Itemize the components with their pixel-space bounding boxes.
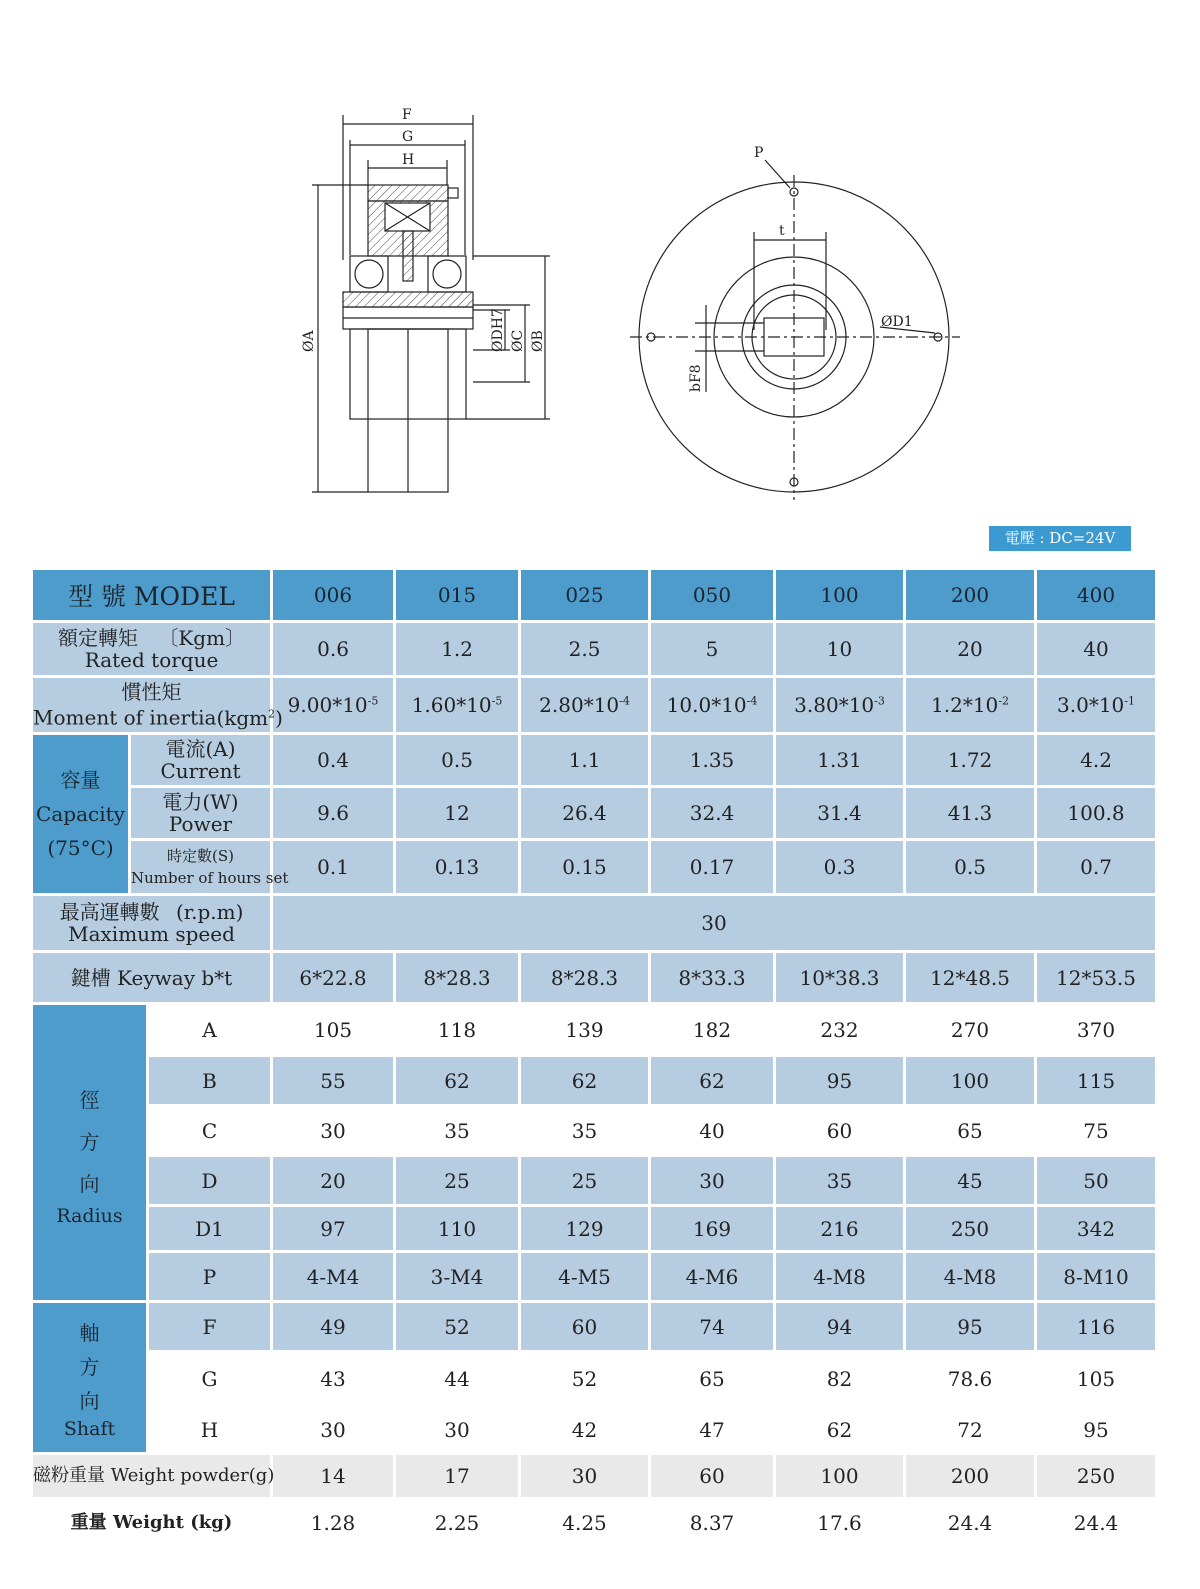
value-cell: 52 [395,1302,520,1352]
weight-label: 重量 Weight (kg) [32,1499,272,1547]
value-cell: 4-M5 [520,1252,650,1302]
value-cell: 62 [520,1056,650,1106]
value-cell: 4.25 [520,1499,650,1547]
value-cell: 65 [650,1352,775,1406]
shaft-row-h [32,1406,1157,1454]
value-cell: 55 [272,1056,395,1106]
powder-weight-row [32,1454,1157,1499]
value-cell: 60 [650,1454,775,1499]
dim-label-b: ØB [530,330,546,352]
power-label: 電力(W) Power [130,787,272,840]
value-cell: 1.2 [395,622,520,677]
value-cell: 110 [395,1206,520,1252]
value-cell: 0.15 [520,840,650,895]
value-cell: 100.8 [1036,787,1157,840]
value-cell: 50 [1036,1156,1157,1206]
value-cell: 169 [650,1206,775,1252]
value-cell: 4-M4 [272,1252,395,1302]
radius-group-label: 徑 方 向 Radius [32,1004,148,1302]
value-cell: 8*28.3 [395,952,520,1004]
row-letter: P [148,1252,272,1302]
max-speed-label [32,895,272,952]
value-cell: 20 [905,622,1036,677]
max-speed-row [32,895,1157,952]
value-cell: 60 [775,1106,905,1156]
value-cell: $1.2*10^{-2}$ [905,677,1036,734]
model-header: 型 號 MODEL [32,569,272,622]
value-cell: 0.13 [395,840,520,895]
max-speed-en: Maximum speed [68,922,235,946]
value-cell: $3.0*10^{-1}$ [1036,677,1157,734]
value-cell: 49 [272,1302,395,1352]
value-cell: $9.00*10^{-5}$ [272,677,395,734]
value-cell: 62 [650,1056,775,1106]
keyway-row [32,952,1157,1004]
value-cell: 25 [395,1156,520,1206]
value-cell: 1.31 [775,734,905,787]
value-cell: 14 [272,1454,395,1499]
radius-row-d1 [32,1206,1157,1252]
model-cell: 050 [650,569,775,622]
value-cell: $3.80*10^{-3}$ [775,677,905,734]
dim-label-h: H [402,152,415,168]
value-cell: 4-M8 [775,1252,905,1302]
value-cell: 12*53.5 [1036,952,1157,1004]
value-cell: 250 [905,1206,1036,1252]
row-letter: D [148,1156,272,1206]
value-cell: 129 [520,1206,650,1252]
value-cell: 4.2 [1036,734,1157,787]
capacity-en: Capacity [36,802,125,826]
value-cell: $1.60*10^{-5}$ [395,677,520,734]
value-cell: 232 [775,1004,905,1056]
value-cell: 4-M6 [650,1252,775,1302]
value-cell: 370 [1036,1004,1157,1056]
value-cell: 44 [395,1352,520,1406]
value-cell: 24.4 [1036,1499,1157,1547]
capacity-zh: 容量 [60,768,101,792]
row-letter: H [148,1406,272,1454]
value-cell: 30 [395,1406,520,1454]
hours-row [32,840,1157,895]
inertia-zh: 慣性矩 [121,680,182,705]
rated-torque-unit: 〔Kgm〕 [158,626,246,650]
value-cell: 47 [650,1406,775,1454]
voltage-badge: 電壓 : DC=24V [989,526,1131,551]
spec-table [30,567,1158,1548]
dim-label-d1: ØD1 [881,314,913,330]
row-letter: F [148,1302,272,1352]
value-cell: 118 [395,1004,520,1056]
value-cell: 40 [1036,622,1157,677]
hours-label: 時定數(S) Number of hours set [130,840,272,895]
keyway-label: 鍵槽 Keyway b*t [32,952,272,1004]
value-cell: 30 [272,1106,395,1156]
value-cell: 139 [520,1004,650,1056]
value-cell: 35 [775,1156,905,1206]
value-cell: 6*22.8 [272,952,395,1004]
value-cell: 1.35 [650,734,775,787]
shaft-group-label: 軸 方 向 Shaft [32,1302,148,1454]
row-letter: D1 [148,1206,272,1252]
side-view-drawing [312,115,550,492]
value-cell: 342 [1036,1206,1157,1252]
value-cell: 41.3 [905,787,1036,840]
value-cell: 10*38.3 [775,952,905,1004]
value-cell: 100 [905,1056,1036,1106]
value-cell: 8*28.3 [520,952,650,1004]
value-cell: 3-M4 [395,1252,520,1302]
value-cell: 2.5 [520,622,650,677]
model-cell: 015 [395,569,520,622]
value-cell: 30 [272,1406,395,1454]
radius-row-a [32,1004,1157,1056]
value-cell: 1.28 [272,1499,395,1547]
radius-row-d [32,1156,1157,1206]
value-cell: 0.1 [272,840,395,895]
value-cell: 94 [775,1302,905,1352]
value-cell: 116 [1036,1302,1157,1352]
inertia-label [32,677,283,734]
value-cell: 12*48.5 [905,952,1036,1004]
weight-row [32,1499,1157,1547]
shaft-row-g [32,1352,1157,1406]
current-label: 電流(A) Current [130,734,272,787]
value-cell: 35 [395,1106,520,1156]
value-cell: 270 [905,1004,1036,1056]
header-row [32,569,1157,622]
model-cell: 400 [1036,569,1157,622]
value-cell: 30 [650,1156,775,1206]
max-speed-zh: 最高運轉數 [59,900,160,924]
value-cell: 95 [905,1302,1036,1352]
value-cell: 5 [650,622,775,677]
rated-torque-zh: 額定轉矩 [57,626,138,650]
value-cell: 31.4 [775,787,905,840]
dim-label-p: P [754,145,764,161]
value-cell: 40 [650,1106,775,1156]
value-cell: 200 [905,1454,1036,1499]
value-cell: 72 [905,1406,1036,1454]
value-cell: $10.0*10^{-4}$ [650,677,775,734]
row-letter: G [148,1352,272,1406]
value-cell: 105 [272,1004,395,1056]
value-cell: 30 [520,1454,650,1499]
value-cell: 0.3 [775,840,905,895]
radius-row-p [32,1252,1157,1302]
inertia-row [32,677,1157,734]
dim-label-dh7: ØDH7 [490,308,506,352]
value-cell: 97 [272,1206,395,1252]
model-cell: 100 [775,569,905,622]
value-cell: 35 [520,1106,650,1156]
current-row [32,734,1157,787]
rated-torque-row [32,622,1157,677]
dim-label-t: t [779,223,785,239]
value-cell: 62 [395,1056,520,1106]
value-cell: 0.7 [1036,840,1157,895]
value-cell: 65 [905,1106,1036,1156]
inertia-en: Moment of inertia [33,705,217,730]
shaft-row-f [32,1302,1157,1352]
technical-drawings [0,0,1200,520]
model-cell: 025 [520,569,650,622]
front-view-drawing [630,160,960,500]
rated-torque-en: Rated torque [84,648,219,672]
value-cell: 0.6 [272,622,395,677]
value-cell: 100 [775,1454,905,1499]
value-cell: 75 [1036,1106,1157,1156]
radius-row-c [32,1106,1157,1156]
dim-label-bf8: bF8 [688,364,704,392]
value-cell: 8-M10 [1036,1252,1157,1302]
value-cell: 42 [520,1406,650,1454]
value-cell: 60 [520,1302,650,1352]
value-cell: $2.80*10^{-4}$ [520,677,650,734]
dim-label-a: ØA [301,330,317,352]
model-cell: 200 [905,569,1036,622]
value-cell: 24.4 [905,1499,1036,1547]
value-cell: 95 [775,1056,905,1106]
value-cell: 216 [775,1206,905,1252]
row-letter: B [148,1056,272,1106]
value-cell: 74 [650,1302,775,1352]
value-cell: 0.5 [905,840,1036,895]
row-letter: A [148,1004,272,1056]
dim-label-f: F [402,107,412,123]
rated-torque-label [32,622,272,677]
value-cell: 12 [395,787,520,840]
value-cell: 115 [1036,1056,1157,1106]
value-cell: 52 [520,1352,650,1406]
value-cell: 26.4 [520,787,650,840]
model-cell: 006 [272,569,395,622]
value-cell: 8.37 [650,1499,775,1547]
dim-label-g: G [402,129,414,145]
powder-weight-label: 磁粉重量 Weight powder(g) [32,1454,272,1499]
inertia-unit: (kgm$^2$) [216,705,283,730]
value-cell: 0.17 [650,840,775,895]
value-cell: 1.1 [520,734,650,787]
value-cell: 250 [1036,1454,1157,1499]
max-speed-unit: (r.p.m) [175,900,244,924]
capacity-group-label [32,734,130,895]
value-cell: 9.6 [272,787,395,840]
value-cell: 43 [272,1352,395,1406]
value-cell: 4-M8 [905,1252,1036,1302]
value-cell: 0.4 [272,734,395,787]
value-cell: 45 [905,1156,1036,1206]
value-cell: 62 [775,1406,905,1454]
value-cell: 32.4 [650,787,775,840]
value-cell: 95 [1036,1406,1157,1454]
value-cell: 105 [1036,1352,1157,1406]
radius-row-b [32,1056,1157,1106]
value-cell: 1.72 [905,734,1036,787]
power-row [32,787,1157,840]
value-cell: 20 [272,1156,395,1206]
value-cell: 182 [650,1004,775,1056]
value-cell: 78.6 [905,1352,1036,1406]
value-cell: 2.25 [395,1499,520,1547]
value-cell: 17.6 [775,1499,905,1547]
value-cell: 25 [520,1156,650,1206]
value-cell: 10 [775,622,905,677]
max-speed-value: 30 [272,895,1157,952]
value-cell: 0.5 [395,734,520,787]
value-cell: 8*33.3 [650,952,775,1004]
capacity-temp: (75°C) [47,836,114,860]
dim-label-c: ØC [510,329,526,352]
row-letter: C [148,1106,272,1156]
value-cell: 17 [395,1454,520,1499]
value-cell: 82 [775,1352,905,1406]
